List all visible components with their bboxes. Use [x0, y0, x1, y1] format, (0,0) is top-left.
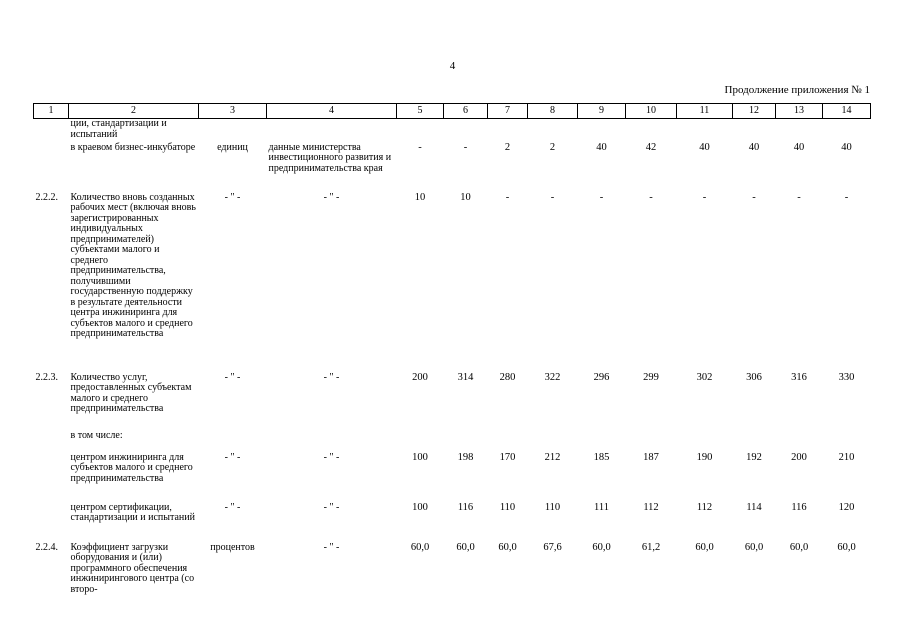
- value-cell: [626, 119, 677, 143]
- value-cell: 40: [748, 141, 760, 153]
- value-cell: [397, 431, 444, 453]
- value-cell: 116: [791, 501, 807, 513]
- column-header: 2: [69, 104, 199, 119]
- table-row: [34, 503, 871, 543]
- indicator-name: Коэффициент загрузки оборудования и (или) программного обеспечения инжинирингового центра (со второ-: [70, 541, 195, 595]
- source-cell: - " -: [323, 501, 340, 513]
- indicator-name: Количество вновь созданных рабочих мест (включая вновь зарегистрированных индивидуальных предпринимателей) субъектами малого и среднего предпринимательства, получившими государственную поддержку в результате деятельности центра инжиниринга для субъектов малого и среднего предпринимательства: [70, 191, 196, 339]
- value-cell: 10: [414, 191, 426, 203]
- indicator-name: Количество услуг, предоставленных субъектам малого и среднего предпринимательства: [70, 371, 192, 414]
- value-cell: 42: [645, 141, 657, 153]
- value-cell: 200: [412, 371, 428, 383]
- table-row: [34, 193, 871, 373]
- value-cell: 40: [841, 141, 852, 153]
- indicator-name: центром инжиниринга для субъектов малого и среднего предпринимательства: [70, 451, 193, 484]
- value-cell: [733, 119, 776, 143]
- value-cell: 100: [412, 501, 428, 513]
- value-cell: -: [649, 191, 653, 203]
- column-header: 13: [776, 104, 823, 119]
- row-number: [34, 119, 69, 143]
- value-cell: 40: [596, 141, 607, 153]
- value-cell: 60,0: [592, 541, 611, 553]
- value-cell: 200: [791, 451, 807, 463]
- column-header: 11: [677, 104, 733, 119]
- column-header: 12: [733, 104, 776, 119]
- table-row: [34, 143, 871, 193]
- value-cell: 2: [504, 141, 511, 153]
- value-cell: -: [418, 141, 422, 153]
- value-cell: 187: [643, 451, 659, 463]
- table-row: [34, 373, 871, 431]
- value-cell: [776, 119, 823, 143]
- value-cell: 322: [544, 371, 561, 383]
- source-cell: данные министерства инвестиционного развития и предпринимательства края: [268, 141, 392, 174]
- source-cell: [267, 119, 397, 143]
- value-cell: 60,0: [695, 541, 714, 553]
- value-cell: 60,0: [789, 541, 809, 553]
- column-number-row: [34, 104, 871, 119]
- source-cell: - " -: [323, 191, 340, 203]
- value-cell: [488, 431, 528, 453]
- value-cell: -: [599, 191, 604, 203]
- value-cell: [578, 119, 626, 143]
- value-cell: -: [752, 191, 756, 203]
- value-cell: 111: [594, 501, 609, 513]
- page-number: 4: [449, 60, 456, 72]
- value-cell: 170: [499, 451, 516, 463]
- value-cell: 60,0: [456, 541, 475, 553]
- row-number: [34, 503, 69, 543]
- source-cell: [267, 431, 397, 453]
- value-cell: -: [702, 191, 707, 203]
- column-header: 8: [528, 104, 578, 119]
- indicators-table: [33, 103, 871, 603]
- unit-cell: [199, 431, 267, 453]
- value-cell: [578, 431, 626, 453]
- value-cell: 60,0: [837, 541, 856, 553]
- table-row: [34, 119, 871, 143]
- value-cell: 190: [696, 451, 713, 463]
- unit-cell: процентов: [210, 541, 255, 553]
- value-cell: 185: [593, 451, 610, 463]
- value-cell: -: [797, 191, 801, 203]
- value-cell: 112: [696, 501, 713, 513]
- value-cell: [397, 119, 444, 143]
- indicator-name: ции, стандартизации и испытаний: [70, 118, 167, 140]
- value-cell: 296: [593, 371, 610, 383]
- value-cell: 120: [838, 501, 855, 513]
- continuation-label: Продолжение приложения № 1: [724, 84, 870, 96]
- value-cell: 316: [791, 371, 807, 383]
- value-cell: [444, 431, 488, 453]
- value-cell: -: [550, 191, 555, 203]
- value-cell: [528, 119, 578, 143]
- unit-cell: - " -: [224, 501, 241, 513]
- value-cell: [823, 431, 871, 453]
- table-row: [34, 543, 871, 603]
- value-cell: 116: [457, 501, 474, 513]
- value-cell: 192: [746, 451, 762, 463]
- unit-cell: [199, 119, 267, 143]
- value-cell: [488, 119, 528, 143]
- value-cell: 40: [793, 141, 805, 153]
- value-cell: -: [844, 191, 849, 203]
- column-header: 5: [397, 104, 444, 119]
- value-cell: -: [505, 191, 510, 203]
- value-cell: 2: [549, 141, 556, 153]
- row-number: 2.2.4.: [35, 541, 58, 553]
- value-cell: 110: [499, 501, 516, 513]
- column-header: 4: [267, 104, 397, 119]
- value-cell: [776, 431, 823, 453]
- indicator-name: центром сертификации, стандартизации и испытаний: [70, 501, 195, 523]
- column-header: 10: [626, 104, 677, 119]
- value-cell: [444, 119, 488, 143]
- source-cell: - " -: [323, 541, 340, 553]
- source-cell: - " -: [323, 451, 340, 463]
- value-cell: 198: [457, 451, 474, 463]
- row-number: [34, 431, 69, 453]
- source-cell: - " -: [323, 371, 340, 383]
- column-header: 14: [823, 104, 871, 119]
- unit-cell: - " -: [224, 191, 241, 203]
- unit-cell: - " -: [224, 451, 241, 463]
- indicator-name: в краевом бизнес-инкубаторе: [70, 141, 196, 153]
- value-cell: 112: [643, 501, 659, 513]
- value-cell: 60,0: [744, 541, 764, 553]
- value-cell: 280: [499, 371, 516, 383]
- value-cell: [677, 119, 733, 143]
- value-cell: 299: [643, 371, 659, 383]
- table-row: [34, 453, 871, 503]
- indicator-name: в том числе:: [70, 429, 123, 441]
- value-cell: 60,0: [410, 541, 430, 553]
- value-cell: 314: [457, 371, 474, 383]
- value-cell: 40: [699, 141, 710, 153]
- value-cell: 210: [838, 451, 855, 463]
- value-cell: [733, 431, 776, 453]
- unit-cell: единиц: [217, 141, 248, 153]
- value-cell: 330: [838, 371, 855, 383]
- column-header: 3: [199, 104, 267, 119]
- value-cell: 110: [544, 501, 561, 513]
- row-number: 2.2.2.: [35, 191, 58, 203]
- value-cell: [528, 431, 578, 453]
- row-number: [34, 453, 69, 503]
- value-cell: 302: [696, 371, 713, 383]
- value-cell: 67,6: [543, 541, 562, 553]
- value-cell: -: [463, 141, 468, 153]
- column-header: 1: [34, 104, 69, 119]
- column-header: 6: [444, 104, 488, 119]
- value-cell: 212: [544, 451, 561, 463]
- column-header: 9: [578, 104, 626, 119]
- value-cell: 306: [746, 371, 762, 383]
- value-cell: 100: [412, 451, 428, 463]
- unit-cell: - " -: [224, 371, 241, 383]
- row-number: 2.2.3.: [35, 371, 58, 383]
- row-number: [34, 143, 69, 193]
- value-cell: 114: [746, 501, 762, 513]
- value-cell: 61,2: [641, 541, 661, 553]
- column-header: 7: [488, 104, 528, 119]
- table-row: [34, 431, 871, 453]
- value-cell: 60,0: [498, 541, 517, 553]
- value-cell: [823, 119, 871, 143]
- value-cell: 10: [460, 191, 471, 203]
- value-cell: [677, 431, 733, 453]
- value-cell: [626, 431, 677, 453]
